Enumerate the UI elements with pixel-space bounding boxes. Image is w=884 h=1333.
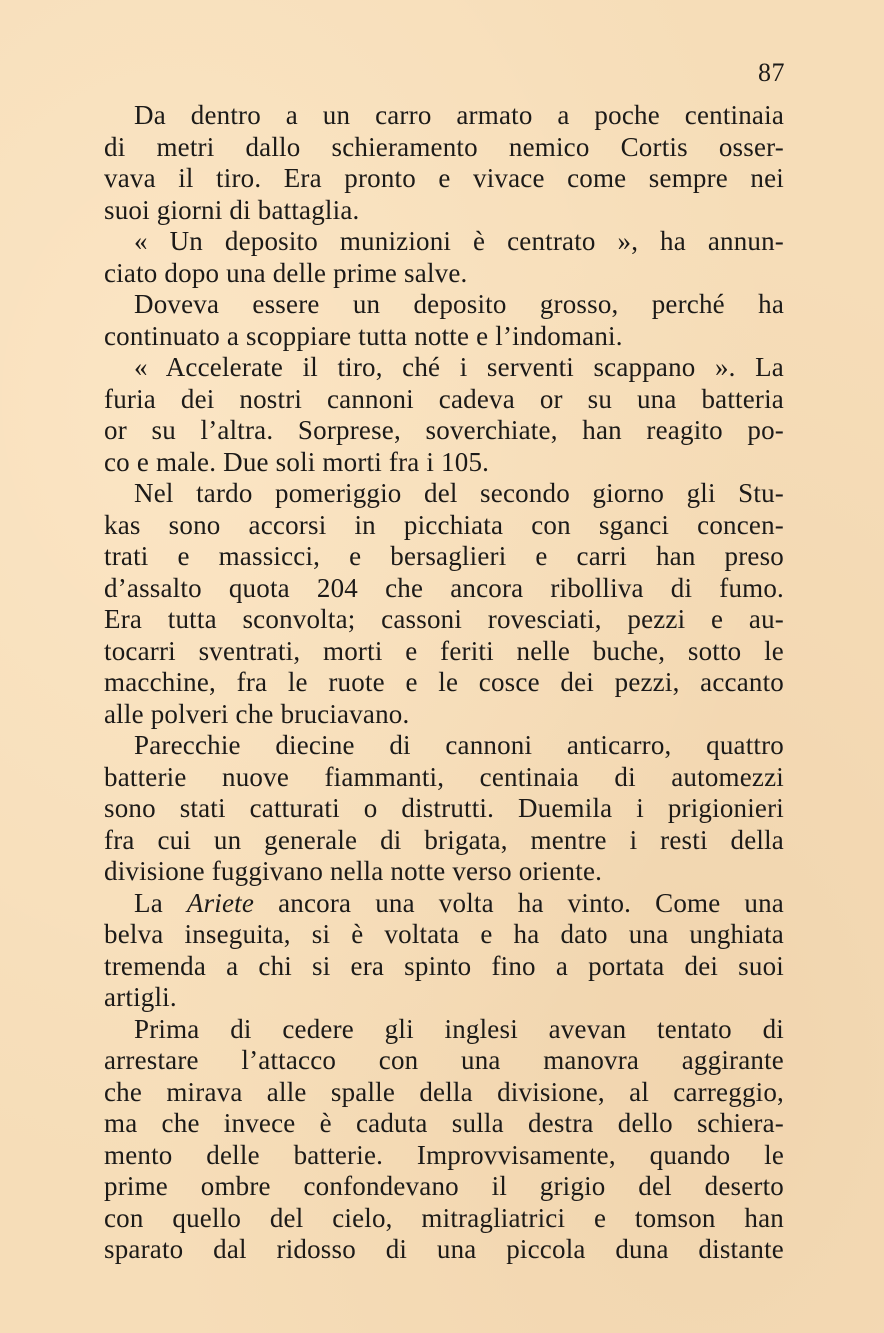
text-line: sono stati catturati o distrutti. Duemila i prigionieri [104, 793, 784, 823]
text-line: co e male. Due soli morti fra i 105. [104, 446, 490, 477]
text-line [104, 888, 784, 920]
text-line: « Un deposito munizioni è centrato », ha annun- [134, 226, 784, 256]
text-line: ciato dopo una delle prime salve. [104, 257, 468, 288]
text-line: macchine, fra le ruote e le cosce dei pezzi, accanto [104, 667, 784, 697]
text-line: Doveva essere un deposito grosso, perché ha [134, 289, 784, 319]
text-line: batterie nuove fiammanti, centinaia di automezzi [104, 761, 784, 792]
text-line: artigli. [104, 982, 177, 1012]
text-line: Era tutta sconvolta; cassoni rovesciati, pezzi e au- [104, 604, 784, 634]
text-line: Prima di cedere gli inglesi avevan tentato di [134, 1013, 784, 1044]
text-line: continuato a scoppiare tutta notte e l’indomani. [104, 320, 623, 351]
text-fragment: La [134, 887, 187, 918]
text-line: arrestare l’attacco con una manovra aggirante [104, 1045, 784, 1075]
text-line: sparato dal ridosso di una piccola duna distante [104, 1234, 784, 1264]
text-line: d’assalto quota 204 che ancora ribolliva di fumo. [104, 572, 784, 603]
text-line: prime ombre confondevano il grigio del deserto [104, 1171, 784, 1201]
text-line: mento delle batterie. Improvvisamente, quando le [104, 1139, 784, 1170]
text-line: vava il tiro. Era pronto e vivace come sempre nei [104, 163, 784, 193]
text-line: che mirava alle spalle della divisione, al carreggio, [104, 1076, 784, 1107]
text-line: trati e massicci, e bersaglieri e carri han preso [104, 541, 784, 571]
text-line: « Accelerate il tiro, ché i serventi scappano ». La [134, 352, 784, 382]
text-line: con quello del cielo, mitragliatrici e tomson han [104, 1202, 784, 1233]
text-line: suoi giorni di battaglia. [104, 194, 360, 225]
text-line: or su l’altra. Sorprese, soverchiate, han reagito po- [104, 415, 784, 445]
body-text [104, 100, 784, 1266]
text-line: alle polveri che bruciavano. [104, 698, 410, 729]
text-line: tremenda a chi si era spinto fino a portata dei suoi [104, 950, 784, 981]
text-fragment: ancora una volta ha vinto. Come una [254, 887, 784, 918]
text-line: di metri dallo schieramento nemico Cortis osser- [104, 131, 784, 162]
text-line: Da dentro a un carro armato a poche centinaia [134, 100, 784, 130]
text-line: Nel tardo pomeriggio del secondo giorno gli Stu- [134, 478, 784, 508]
text-line: fra cui un generale di brigata, mentre i resti della [104, 824, 784, 855]
text-line: belva inseguita, si è voltata e ha dato una unghiata [104, 919, 784, 949]
text-line: ma che invece è caduta sulla destra dello schiera- [104, 1108, 784, 1138]
text-line: furia dei nostri cannoni cadeva or su una batteria [104, 383, 784, 414]
italic-title: Ariete [186, 887, 255, 918]
text-line: kas sono accorsi in picchiata con sganci concen- [104, 509, 784, 540]
text-line: Parecchie diecine di cannoni anticarro, quattro [134, 730, 784, 760]
page-number: 87 [758, 58, 785, 87]
text-line: tocarri sventrati, morti e feriti nelle buche, sotto le [104, 635, 784, 666]
text-line: divisione fuggivano nella notte verso oriente. [104, 856, 603, 886]
